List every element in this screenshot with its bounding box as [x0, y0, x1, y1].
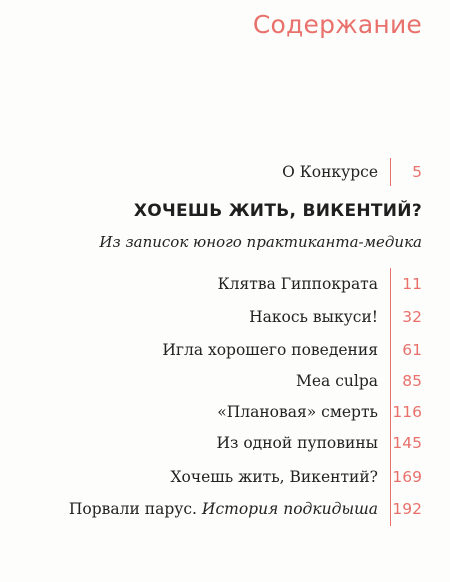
toc-entry[interactable] [0, 431, 450, 455]
contents-heading: Содержание [252, 10, 422, 39]
toc-entry-page: 192 [392, 500, 422, 518]
toc-entry-title: Хочешь жить, Викентий? [170, 468, 378, 486]
toc-entry[interactable] [0, 305, 450, 329]
toc-entry-title: О Конкурсе [282, 163, 378, 181]
toc-entry-title: Накось выкуси! [249, 308, 378, 326]
toc-entry-title: «Плановая» смерть [217, 403, 378, 421]
toc-entry-page: 11 [402, 275, 422, 293]
toc-entry-title: Из одной пуповины [216, 434, 378, 452]
toc-entry-page: 169 [392, 468, 422, 486]
toc-entry-page: 61 [402, 341, 422, 359]
toc-entry[interactable] [0, 400, 450, 424]
toc-entry-page: 116 [392, 403, 422, 421]
part-title: ХОЧЕШЬ ЖИТЬ, ВИКЕНТИЙ? [133, 201, 422, 221]
part-subtitle: Из записок юного практиканта-медика [99, 233, 422, 251]
toc-entry[interactable] [0, 338, 450, 362]
toc-entry-title: Порвали парус. [68, 500, 197, 518]
toc-entry-page: 145 [392, 434, 422, 452]
toc-entry-title: Клятва Гиппократа [217, 275, 378, 293]
page-divider-line [390, 158, 391, 186]
toc-entry-title: Mea culpa [296, 372, 378, 390]
toc-entry[interactable] [0, 369, 450, 393]
toc-entry-title-italic: История подкидыша [201, 500, 378, 518]
toc-entry[interactable] [0, 497, 450, 521]
toc-entry-title-group [69, 497, 378, 521]
page-divider-line [390, 268, 391, 526]
toc-entry-page: 32 [402, 308, 422, 326]
toc-entry-page: 5 [412, 163, 422, 181]
toc-entry-page: 85 [402, 372, 422, 390]
toc-entry-intro[interactable] [0, 160, 450, 184]
toc-entry[interactable] [0, 465, 450, 489]
toc-entry-title: Игла хорошего поведения [162, 341, 378, 359]
toc-entry[interactable] [0, 272, 450, 296]
